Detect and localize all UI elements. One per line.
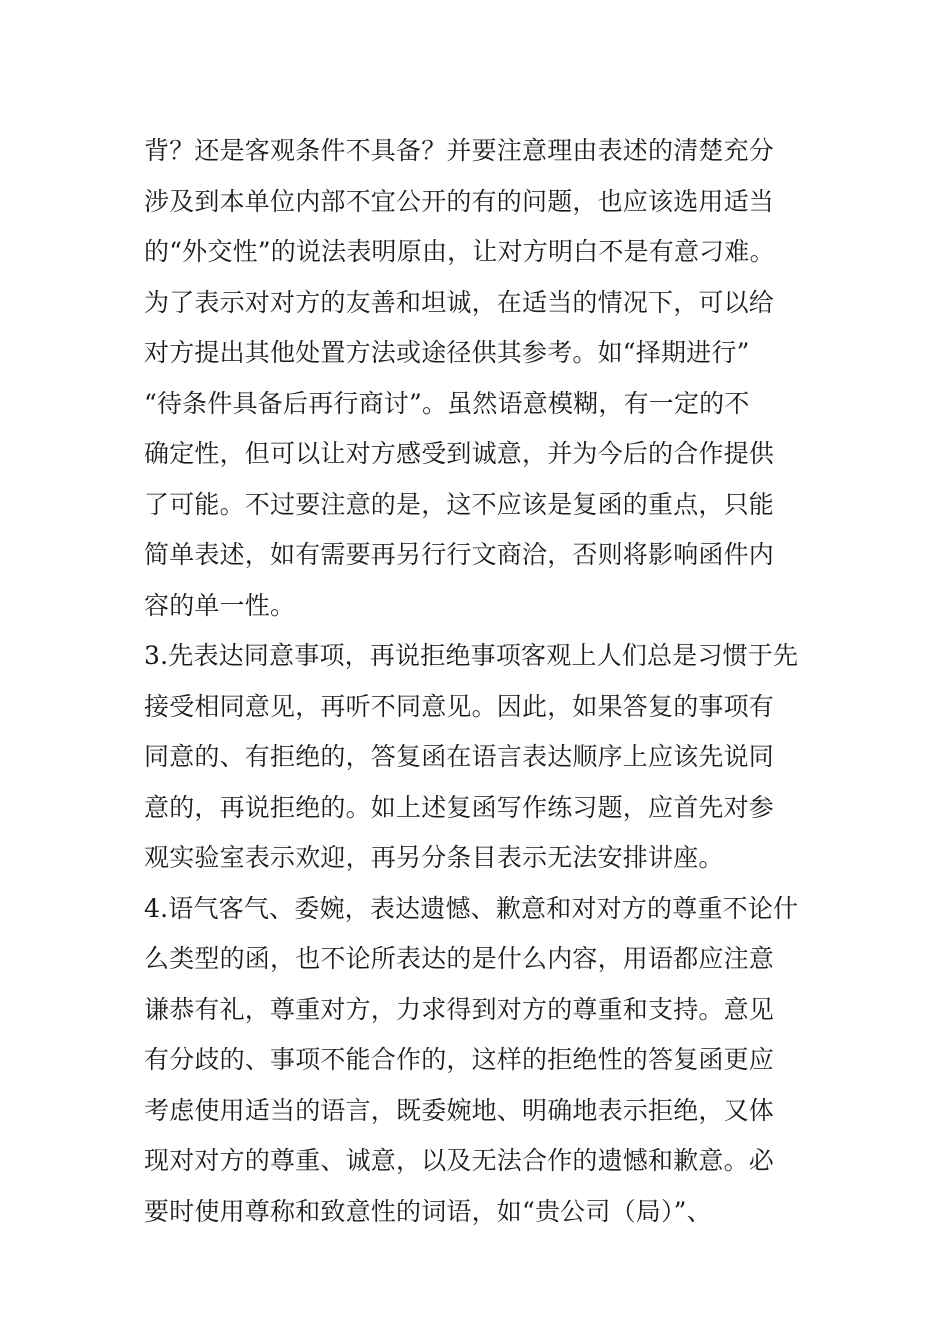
text-line: 为了表示对对方的友善和坦诚，在适当的情况下，可以给 — [144, 287, 775, 317]
text-line: 背？还是客观条件不具备？并要注意理由表述的清楚充分 — [144, 136, 775, 165]
text-line: 观实验室表示欢迎，再另分条目表示无法安排讲座。 — [144, 843, 724, 872]
text-line: 接受相同意见，再听不同意见。因此，如果答复的事项有 — [144, 691, 775, 721]
section-heading-4: 4.语气客气、委婉，表达遗憾、歉意和对对方的尊重不论什 — [144, 893, 799, 923]
text-line: 对方提出其他处置方法或途径供其参考。如“择期进行” — [144, 338, 750, 367]
text-line: 现对对方的尊重、诚意，以及无法合作的遗憾和歉意。必 — [144, 1146, 775, 1175]
text-line: 同意的、有拒绝的，答复函在语言表达顺序上应该先说同 — [144, 742, 775, 771]
text-line: 么类型的函，也不论所表达的是什么内容，用语都应注意 — [144, 944, 775, 973]
text-line: 确定性，但可以让对方感受到诚意，并为今后的合作提供 — [144, 439, 775, 468]
text-line: 谦恭有礼，尊重对方，力求得到对方的尊重和支持。意见 — [144, 994, 775, 1024]
text-line: 了可能。不过要注意的是，这不应该是复函的重点，只能 — [144, 489, 775, 519]
text-line: 容的单一性。 — [144, 590, 296, 620]
text-line: 涉及到本单位内部不宜公开的有的问题，也应该选用适当 — [144, 186, 775, 216]
text-line: 简单表述，如有需要再另行行文商洽，否则将影响函件内 — [144, 540, 775, 569]
text-line: 的“外交性”的说法表明原由，让对方明白不是有意刁难。 — [144, 237, 775, 266]
text-line: 要时使用尊称和致意性的词语，如“贵公司（局）”、 — [144, 1196, 712, 1226]
text-line: 意的，再说拒绝的。如上述复函写作练习题，应首先对参 — [144, 792, 775, 822]
text-line: “待条件具备后再行商讨”。虽然语意模糊，有一定的不 — [144, 388, 750, 418]
text-line: 有分歧的、事项不能合作的，这样的拒绝性的答复函更应 — [144, 1045, 775, 1074]
text-line: 考虑使用适当的语言，既委婉地、明确地表示拒绝，又体 — [144, 1095, 775, 1125]
body-text — [144, 126, 824, 1237]
section-heading-3: 3.先表达同意事项，再说拒绝事项客观上人们总是习惯于先 — [144, 641, 799, 670]
